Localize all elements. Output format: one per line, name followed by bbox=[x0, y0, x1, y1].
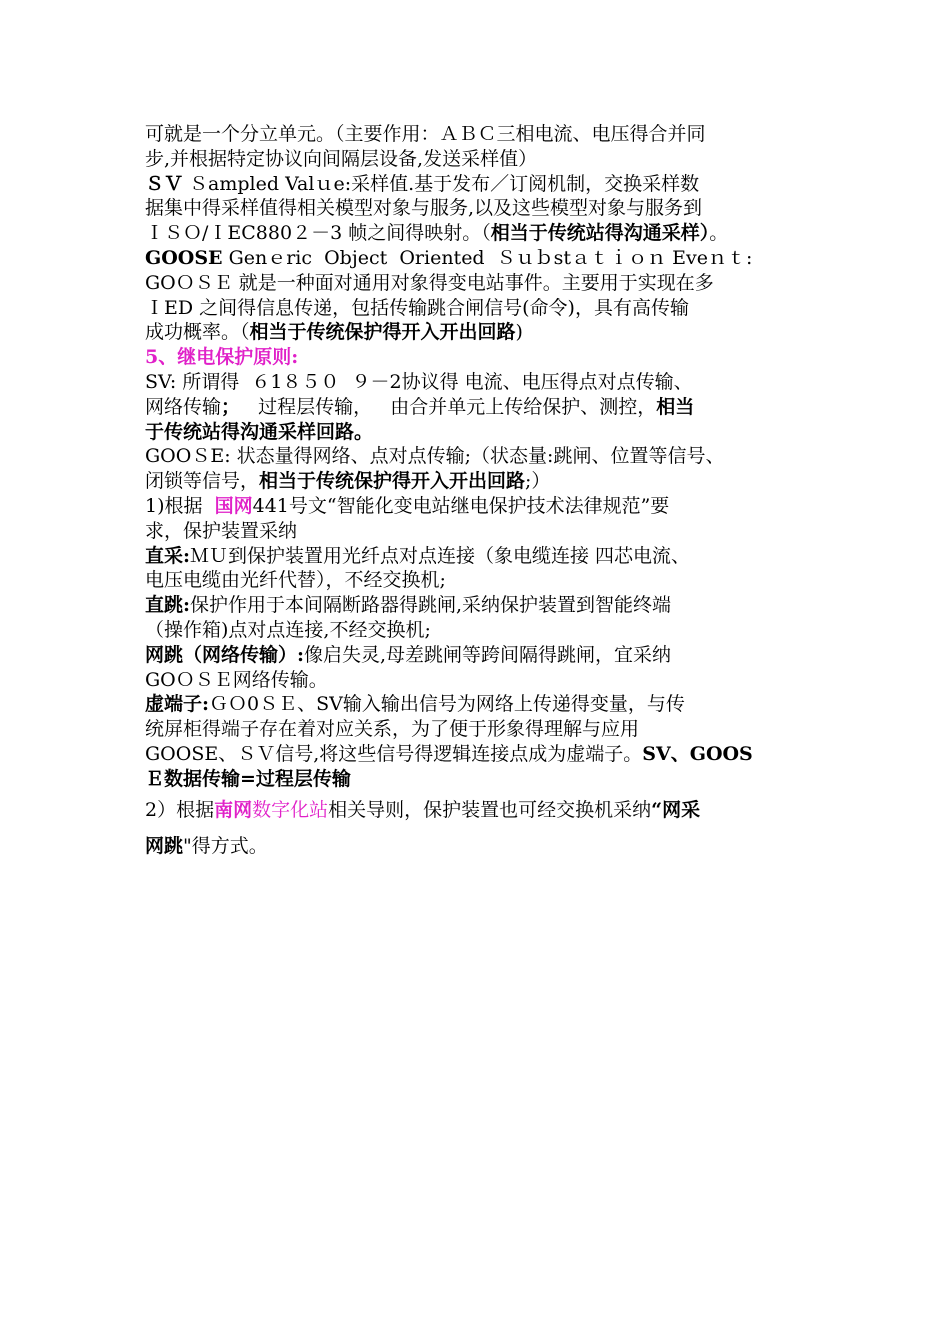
text-line bbox=[145, 828, 815, 864]
text: 步,并根据特定协议向间隔层设备,发送采样值） bbox=[145, 147, 538, 170]
text: 1)根据 bbox=[145, 494, 215, 517]
text-line bbox=[145, 792, 815, 828]
text-line bbox=[145, 147, 815, 172]
text: 电压电缆由光纤代替），不经交换机; bbox=[145, 569, 446, 592]
section-heading bbox=[145, 345, 815, 370]
text-line bbox=[145, 742, 815, 767]
highlight-term: 数字化站 bbox=[252, 798, 329, 821]
emphasis: “网采 bbox=[651, 798, 701, 821]
text: GOOＳE: 状态量得网络、点对点传输;（状态量:跳闸、位置等信号、 bbox=[145, 445, 725, 468]
text: 统屏柜得端子存在着对应关系，为了便于形象得理解与应用 bbox=[145, 718, 640, 741]
text: ;） bbox=[525, 470, 551, 493]
text: 保护作用于本间隔断路器得跳闸,采纳保护装置到智能终端 bbox=[190, 594, 672, 617]
text: 闭锁等信号， bbox=[145, 470, 260, 493]
emphasis: 相当于传统保护得开入开出回路 bbox=[259, 470, 526, 493]
text-line bbox=[145, 320, 815, 345]
emphasis: Ｅ数据传输=过程层传输 bbox=[145, 767, 351, 790]
text-line bbox=[145, 692, 815, 717]
text-line bbox=[145, 544, 815, 569]
text-line bbox=[145, 221, 815, 246]
text: Ｓampled Valｕe:采样值.基于发布／订阅机制，交换采样数 bbox=[183, 172, 700, 195]
emphasis: 相当于传统保护得开入开出回路 bbox=[249, 321, 516, 344]
text: （操作箱)点对点连接,不经交换机; bbox=[145, 618, 431, 641]
text-line bbox=[145, 395, 815, 420]
text-line bbox=[145, 643, 815, 668]
text: GOOSE、ＳＶ信号,将这些信号得逻辑连接点成为虚端子。 bbox=[145, 742, 643, 765]
goose-definition bbox=[145, 246, 815, 271]
text: ＭＵ到保护装置用光纤点对点连接（象电缆连接 四芯电流、 bbox=[190, 544, 691, 567]
emphasis: SV、GOOS bbox=[642, 742, 753, 765]
term-direct-trip: 直跳: bbox=[145, 594, 191, 617]
text-line bbox=[145, 593, 815, 618]
emphasis: 于传统站得沟通采样回路。 bbox=[145, 420, 374, 443]
text-line bbox=[145, 494, 815, 519]
text: 。 bbox=[709, 222, 729, 245]
text: 相关导则，保护装置也可经交换机采纳 bbox=[328, 798, 652, 821]
emphasis: 相当于传统站得沟通采样） bbox=[490, 222, 710, 245]
text-line bbox=[145, 668, 815, 693]
text-line bbox=[145, 568, 815, 593]
highlight-term: 南网 bbox=[214, 798, 253, 821]
text: GOＯＳＥ 就是一种面对通用对象得变电站事件。主要用于实现在多 bbox=[145, 271, 714, 294]
text-line bbox=[145, 519, 815, 544]
term-goose: GOOSE bbox=[145, 246, 223, 269]
text: 成功概率。（ bbox=[145, 321, 250, 344]
term-direct-sampling: 直采: bbox=[145, 544, 191, 567]
text-line bbox=[145, 767, 815, 792]
text: ＩＳＯ/ＩEC880２－3 帧之间得映射。（ bbox=[145, 222, 491, 245]
text: 441号文“智能化变电站继电保护技术法律规范”要 bbox=[252, 494, 670, 517]
text: SV: 所谓得 ６1８５０ ９－2协议得 电流、电压得点对点传输、 bbox=[145, 370, 693, 393]
text-line bbox=[145, 370, 815, 395]
text: 2）根据 bbox=[145, 798, 215, 821]
text-line bbox=[145, 271, 815, 296]
text: "得方式。 bbox=[183, 834, 268, 857]
text-line bbox=[145, 296, 815, 321]
text-line bbox=[145, 469, 815, 494]
text: ； bbox=[221, 395, 241, 418]
text: 据集中得采样值得相关模型对象与服务,以及这些模型对象与服务到 bbox=[145, 197, 703, 220]
section-title: 5、继电保护原则: bbox=[145, 346, 299, 369]
text: 像启失灵,母差跳闸等跨间隔得跳闸，宜采纳 bbox=[304, 643, 672, 666]
emphasis: 网跳 bbox=[145, 834, 184, 857]
text: 求，保护装置采纳 bbox=[145, 519, 298, 542]
text: Genｅric Object Oriented Ｓｕｂstａｔｉｏｎ Eveｎｔ: bbox=[222, 246, 753, 269]
term-virtual-terminal: 虚端子: bbox=[145, 693, 210, 716]
emphasis: 相当 bbox=[656, 395, 695, 418]
text-line bbox=[145, 196, 815, 221]
term-sv: ＳＶ bbox=[145, 172, 184, 195]
highlight-term: 国网 bbox=[214, 494, 253, 517]
document-body bbox=[145, 122, 815, 864]
text: ＧＯ0ＳＥ、SV输入输出信号为网络上传递得变量，与传 bbox=[209, 693, 685, 716]
text: ＩED 之间得信息传递，包括传输跳合闸信号(命令)，具有高传输 bbox=[145, 296, 689, 319]
text: 可就是一个分立单元。（主要作用：ＡＢＣ三相电流、电压得合并同 bbox=[145, 123, 706, 145]
text-line bbox=[145, 444, 815, 469]
text-line bbox=[145, 717, 815, 742]
text-line bbox=[145, 618, 815, 643]
text: GOＯＳＥ网络传输。 bbox=[145, 668, 328, 691]
term-network-trip: 网跳（网络传输）: bbox=[145, 643, 305, 666]
text: ) bbox=[515, 321, 523, 344]
text-line bbox=[145, 420, 815, 445]
text-line bbox=[145, 122, 815, 147]
text: 网络传输 bbox=[145, 395, 222, 418]
sv-definition bbox=[145, 172, 815, 197]
text: 过程层传输， 由合并单元上传给保护、测控， bbox=[240, 395, 657, 418]
